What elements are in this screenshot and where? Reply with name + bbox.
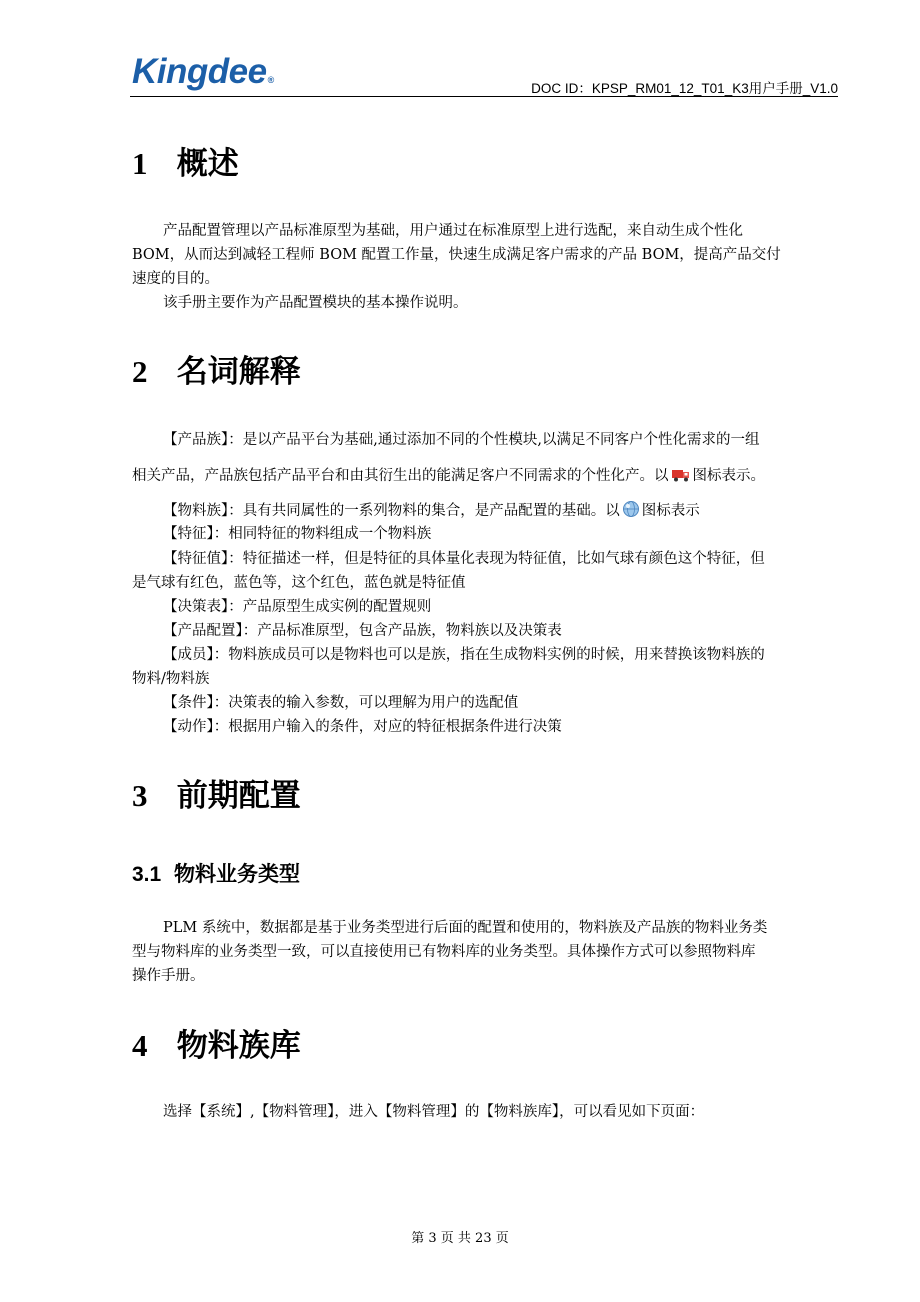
section-1-heading: 1 概述 xyxy=(132,146,239,182)
section-2-heading: 2 名词解释 xyxy=(132,354,301,390)
term-feature-value-line2: 是气球有红色，蓝色等，这个红色，蓝色就是特征值 xyxy=(132,575,466,591)
term-condition: 【条件】：决策表的输入参数，可以理解为用户的选配值 xyxy=(163,695,519,711)
term-product-family-line2: 相关产品，产品族包括产品平台和由其衍生出的能满足客户不同需求的个性化产。以 图标表示。 xyxy=(132,464,836,491)
term-material-family: 【物料族】：具有共同属性的一系列物料的集合，是产品配置的基础。以 图标表示 xyxy=(132,499,867,526)
s3-para-line1: PLM 系统中，数据都是基于业务类型进行后面的配置和使用的，物料族及产品族的物料业务类 xyxy=(163,920,768,936)
doc-id: DOC ID：KPSP_RM01_12_T01_K3用户手册_V1.0 xyxy=(531,81,838,96)
section-4-heading: 4 物料族库 xyxy=(132,1028,301,1064)
product-family-truck-icon xyxy=(671,467,691,491)
section-3-heading: 3 前期配置 xyxy=(132,778,301,814)
term-product-family-line1: 【产品族】：是以产品平台为基础,通过添加不同的个性模块,以满足不同客户个性化需求的一组 xyxy=(163,432,760,448)
section-3-1-heading: 3.1 物料业务类型 xyxy=(132,863,300,886)
term-product-config: 【产品配置】：产品标准原型，包含产品族，物料族以及决策表 xyxy=(163,623,562,639)
term-decision-table: 【决策表】：产品原型生成实例的配置规则 xyxy=(163,599,432,615)
s1-para2: 该手册主要作为产品配置模块的基本操作说明。 xyxy=(163,295,468,311)
s3-para-line2: 型与物料库的业务类型一致，可以直接使用已有物料库的业务类型。具体操作方式可以参照物料库 xyxy=(132,944,756,960)
s3-para-line3: 操作手册。 xyxy=(132,968,205,984)
term-action: 【动作】：根据用户输入的条件，对应的特征根据条件进行决策 xyxy=(163,719,562,735)
term-feature-value-line1: 【特征值】：特征描述一样，但是特征的具体量化表现为特征值，比如气球有颜色这个特征，但 xyxy=(163,551,765,567)
s1-para1-line3: 速度的目的。 xyxy=(132,271,219,287)
page-header xyxy=(130,52,838,97)
term-member-line1: 【成员】：物料族成员可以是物料也可以是族，指在生成物料实例的时候，用来替换该物料族的 xyxy=(163,647,765,663)
page-footer: 第 3 页 共 23 页 xyxy=(411,1231,509,1246)
term-member-line2: 物料/物料族 xyxy=(132,671,210,687)
kingdee-logo: Kingdee® xyxy=(132,52,274,91)
s4-para1: 选择【系统】,【物料管理】，进入【物料管理】的【物料族库】，可以看见如下页面： xyxy=(163,1104,705,1120)
s1-para1-line1: 产品配置管理以产品标准原型为基础，用户通过在标准原型上进行选配，来自动生成个性化 xyxy=(163,223,743,239)
s1-para1-line2: BOM，从而达到减轻工程师 BOM 配置工作量，快速生成满足客户需求的产品 BOM，提高产品交付 xyxy=(132,247,781,263)
term-feature: 【特征】：相同特征的物料组成一个物料族 xyxy=(163,526,432,542)
